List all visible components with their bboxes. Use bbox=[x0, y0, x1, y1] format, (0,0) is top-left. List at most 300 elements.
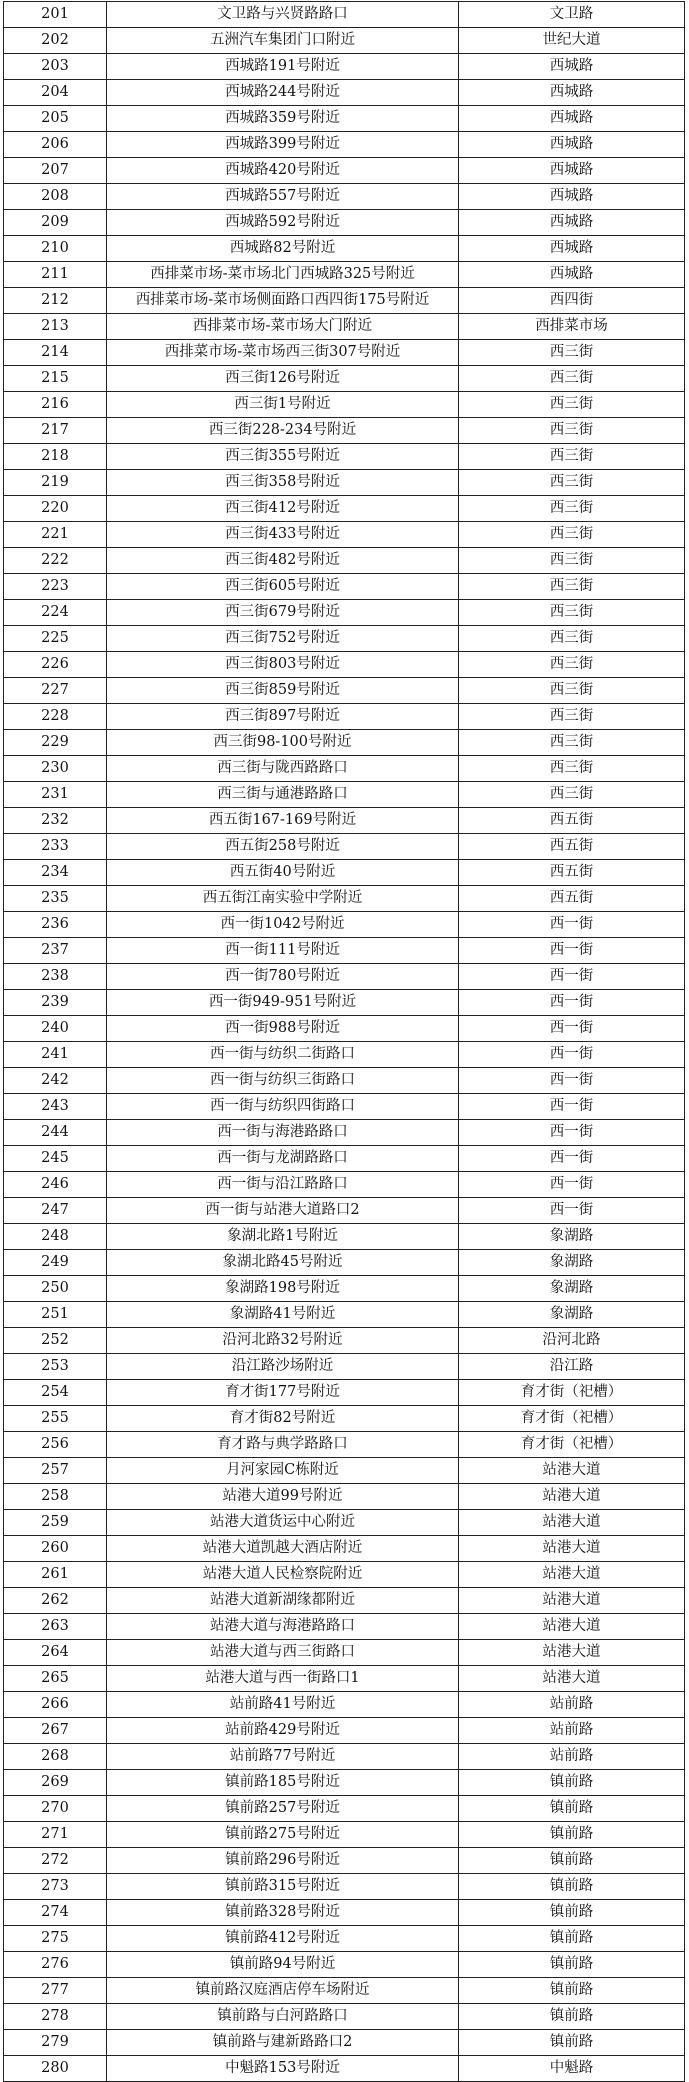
location-cell: 月河家园C栋附近 bbox=[107, 1458, 459, 1484]
road-cell: 西一街 bbox=[459, 1120, 685, 1146]
table-row bbox=[4, 1432, 685, 1458]
location-cell: 西三街1号附近 bbox=[107, 392, 459, 418]
row-number: 208 bbox=[4, 184, 107, 210]
row-number: 241 bbox=[4, 1042, 107, 1068]
location-cell: 镇前路94号附近 bbox=[107, 1952, 459, 1978]
table-row bbox=[4, 444, 685, 470]
road-cell: 西四街 bbox=[459, 288, 685, 314]
location-cell: 西一街与海港路路口 bbox=[107, 1120, 459, 1146]
location-cell: 五洲汽车集团门口附近 bbox=[107, 28, 459, 54]
road-cell: 西一街 bbox=[459, 1042, 685, 1068]
row-number: 262 bbox=[4, 1588, 107, 1614]
table-row bbox=[4, 1588, 685, 1614]
table-row bbox=[4, 1458, 685, 1484]
row-number: 210 bbox=[4, 236, 107, 262]
table-row bbox=[4, 1718, 685, 1744]
table-row bbox=[4, 132, 685, 158]
road-cell: 西排菜市场 bbox=[459, 314, 685, 340]
road-cell: 镇前路 bbox=[459, 1796, 685, 1822]
row-number: 238 bbox=[4, 964, 107, 990]
row-number: 231 bbox=[4, 782, 107, 808]
table-row bbox=[4, 28, 685, 54]
road-cell: 西一街 bbox=[459, 1094, 685, 1120]
table-row bbox=[4, 1094, 685, 1120]
table-row bbox=[4, 1874, 685, 1900]
table-body bbox=[4, 2, 685, 2082]
road-cell: 沿河北路 bbox=[459, 1328, 685, 1354]
location-cell: 育才街177号附近 bbox=[107, 1380, 459, 1406]
row-number: 217 bbox=[4, 418, 107, 444]
road-cell: 站前路 bbox=[459, 1692, 685, 1718]
road-cell: 文卫路 bbox=[459, 2, 685, 28]
location-cell: 西三街355号附近 bbox=[107, 444, 459, 470]
row-number: 247 bbox=[4, 1198, 107, 1224]
row-number: 239 bbox=[4, 990, 107, 1016]
row-number: 218 bbox=[4, 444, 107, 470]
location-cell: 站港大道与西一街路口1 bbox=[107, 1666, 459, 1692]
row-number: 234 bbox=[4, 860, 107, 886]
table-row bbox=[4, 288, 685, 314]
location-cell: 站港大道新湖缘都附近 bbox=[107, 1588, 459, 1614]
table-row bbox=[4, 184, 685, 210]
road-cell: 镇前路 bbox=[459, 1822, 685, 1848]
location-cell: 西三街605号附近 bbox=[107, 574, 459, 600]
road-cell: 育才街（祀槽） bbox=[459, 1432, 685, 1458]
table-row bbox=[4, 1224, 685, 1250]
row-number: 256 bbox=[4, 1432, 107, 1458]
road-cell: 西一街 bbox=[459, 1172, 685, 1198]
table-row bbox=[4, 470, 685, 496]
road-cell: 西三街 bbox=[459, 652, 685, 678]
row-number: 272 bbox=[4, 1848, 107, 1874]
road-cell: 站港大道 bbox=[459, 1640, 685, 1666]
table-row bbox=[4, 912, 685, 938]
table-row bbox=[4, 1770, 685, 1796]
location-cell: 西五街167-169号附近 bbox=[107, 808, 459, 834]
location-cell: 镇前路412号附近 bbox=[107, 1926, 459, 1952]
row-number: 260 bbox=[4, 1536, 107, 1562]
row-number: 225 bbox=[4, 626, 107, 652]
location-cell: 镇前路185号附近 bbox=[107, 1770, 459, 1796]
location-cell: 西五街258号附近 bbox=[107, 834, 459, 860]
table-row bbox=[4, 1926, 685, 1952]
row-number: 273 bbox=[4, 1874, 107, 1900]
row-number: 236 bbox=[4, 912, 107, 938]
road-cell: 西三街 bbox=[459, 782, 685, 808]
location-cell: 育才街82号附近 bbox=[107, 1406, 459, 1432]
table-row bbox=[4, 1510, 685, 1536]
location-cell: 西城路592号附近 bbox=[107, 210, 459, 236]
table-row bbox=[4, 1796, 685, 1822]
location-cell: 育才路与典学路路口 bbox=[107, 1432, 459, 1458]
row-number: 269 bbox=[4, 1770, 107, 1796]
location-cell: 镇前路257号附近 bbox=[107, 1796, 459, 1822]
location-cell: 西城路191号附近 bbox=[107, 54, 459, 80]
row-number: 206 bbox=[4, 132, 107, 158]
road-cell: 象湖路 bbox=[459, 1302, 685, 1328]
location-cell: 西三街482号附近 bbox=[107, 548, 459, 574]
road-cell: 西城路 bbox=[459, 106, 685, 132]
row-number: 220 bbox=[4, 496, 107, 522]
road-cell: 镇前路 bbox=[459, 1952, 685, 1978]
road-cell: 镇前路 bbox=[459, 1770, 685, 1796]
row-number: 274 bbox=[4, 1900, 107, 1926]
table-row bbox=[4, 1614, 685, 1640]
row-number: 258 bbox=[4, 1484, 107, 1510]
location-cell: 象湖路41号附近 bbox=[107, 1302, 459, 1328]
table-row bbox=[4, 782, 685, 808]
road-cell: 西城路 bbox=[459, 80, 685, 106]
road-cell: 镇前路 bbox=[459, 1874, 685, 1900]
row-number: 227 bbox=[4, 678, 107, 704]
location-cell: 西一街与纺织三街路口 bbox=[107, 1068, 459, 1094]
table-row bbox=[4, 1744, 685, 1770]
table-row bbox=[4, 1120, 685, 1146]
table-row bbox=[4, 808, 685, 834]
table-row bbox=[4, 1068, 685, 1094]
location-cell: 站港大道人民检察院附近 bbox=[107, 1562, 459, 1588]
road-cell: 西三街 bbox=[459, 392, 685, 418]
table-row bbox=[4, 1276, 685, 1302]
location-cell: 站前路429号附近 bbox=[107, 1718, 459, 1744]
row-number: 278 bbox=[4, 2004, 107, 2030]
row-number: 254 bbox=[4, 1380, 107, 1406]
row-number: 207 bbox=[4, 158, 107, 184]
location-cell: 西一街780号附近 bbox=[107, 964, 459, 990]
table-row bbox=[4, 1692, 685, 1718]
road-cell: 西一街 bbox=[459, 1068, 685, 1094]
road-cell: 西一街 bbox=[459, 1198, 685, 1224]
road-cell: 西三街 bbox=[459, 756, 685, 782]
road-cell: 西三街 bbox=[459, 522, 685, 548]
table-row bbox=[4, 418, 685, 444]
row-number: 232 bbox=[4, 808, 107, 834]
row-number: 276 bbox=[4, 1952, 107, 1978]
location-cell: 西三街679号附近 bbox=[107, 600, 459, 626]
location-cell: 镇前路328号附近 bbox=[107, 1900, 459, 1926]
row-number: 259 bbox=[4, 1510, 107, 1536]
road-cell: 象湖路 bbox=[459, 1276, 685, 1302]
location-cell: 站港大道99号附近 bbox=[107, 1484, 459, 1510]
road-cell: 站前路 bbox=[459, 1744, 685, 1770]
row-number: 212 bbox=[4, 288, 107, 314]
location-cell: 西三街126号附近 bbox=[107, 366, 459, 392]
road-cell: 镇前路 bbox=[459, 1848, 685, 1874]
location-cell: 西三街358号附近 bbox=[107, 470, 459, 496]
row-number: 253 bbox=[4, 1354, 107, 1380]
location-cell: 沿河北路32号附近 bbox=[107, 1328, 459, 1354]
location-table bbox=[3, 1, 685, 2082]
row-number: 219 bbox=[4, 470, 107, 496]
location-cell: 西一街988号附近 bbox=[107, 1016, 459, 1042]
table-row bbox=[4, 938, 685, 964]
road-cell: 镇前路 bbox=[459, 2004, 685, 2030]
table-row bbox=[4, 366, 685, 392]
road-cell: 西城路 bbox=[459, 262, 685, 288]
table-row bbox=[4, 964, 685, 990]
row-number: 252 bbox=[4, 1328, 107, 1354]
road-cell: 育才街（祀槽） bbox=[459, 1406, 685, 1432]
location-cell: 西一街与站港大道路口2 bbox=[107, 1198, 459, 1224]
location-cell: 站港大道与西三街路口 bbox=[107, 1640, 459, 1666]
road-cell: 西三街 bbox=[459, 340, 685, 366]
location-cell: 镇前路与白河路路口 bbox=[107, 2004, 459, 2030]
location-cell: 西一街与龙湖路路口 bbox=[107, 1146, 459, 1172]
table-row bbox=[4, 2004, 685, 2030]
location-cell: 西三街897号附近 bbox=[107, 704, 459, 730]
row-number: 224 bbox=[4, 600, 107, 626]
table-row bbox=[4, 1406, 685, 1432]
table-row bbox=[4, 626, 685, 652]
table-row bbox=[4, 1146, 685, 1172]
table-row bbox=[4, 860, 685, 886]
road-cell: 西城路 bbox=[459, 132, 685, 158]
location-cell: 西一街1042号附近 bbox=[107, 912, 459, 938]
location-cell: 象湖北路1号附近 bbox=[107, 1224, 459, 1250]
location-cell: 西排菜市场-菜市场侧面路口西四街175号附近 bbox=[107, 288, 459, 314]
row-number: 204 bbox=[4, 80, 107, 106]
row-number: 250 bbox=[4, 1276, 107, 1302]
location-cell: 镇前路与建新路路口2 bbox=[107, 2030, 459, 2056]
table-row bbox=[4, 1016, 685, 1042]
row-number: 277 bbox=[4, 1978, 107, 2004]
road-cell: 西一街 bbox=[459, 1146, 685, 1172]
road-cell: 西三街 bbox=[459, 444, 685, 470]
location-cell: 镇前路汉庭酒店停车场附近 bbox=[107, 1978, 459, 2004]
table-row bbox=[4, 1952, 685, 1978]
location-cell: 西三街859号附近 bbox=[107, 678, 459, 704]
row-number: 255 bbox=[4, 1406, 107, 1432]
table-row bbox=[4, 834, 685, 860]
row-number: 263 bbox=[4, 1614, 107, 1640]
road-cell: 镇前路 bbox=[459, 1900, 685, 1926]
location-cell: 西城路244号附近 bbox=[107, 80, 459, 106]
table-row bbox=[4, 1640, 685, 1666]
road-cell: 西一街 bbox=[459, 912, 685, 938]
road-cell: 站港大道 bbox=[459, 1588, 685, 1614]
location-cell: 站前路41号附近 bbox=[107, 1692, 459, 1718]
table-row bbox=[4, 2056, 685, 2082]
location-cell: 西三街433号附近 bbox=[107, 522, 459, 548]
road-cell: 站港大道 bbox=[459, 1562, 685, 1588]
road-cell: 站港大道 bbox=[459, 1536, 685, 1562]
table-row bbox=[4, 1198, 685, 1224]
road-cell: 沿江路 bbox=[459, 1354, 685, 1380]
table-row bbox=[4, 1562, 685, 1588]
row-number: 248 bbox=[4, 1224, 107, 1250]
road-cell: 西三街 bbox=[459, 418, 685, 444]
row-number: 230 bbox=[4, 756, 107, 782]
road-cell: 西一街 bbox=[459, 964, 685, 990]
road-cell: 世纪大道 bbox=[459, 28, 685, 54]
location-cell: 站港大道与海港路路口 bbox=[107, 1614, 459, 1640]
road-cell: 象湖路 bbox=[459, 1224, 685, 1250]
row-number: 261 bbox=[4, 1562, 107, 1588]
road-cell: 西三街 bbox=[459, 600, 685, 626]
road-cell: 西三街 bbox=[459, 574, 685, 600]
location-cell: 西一街与纺织四街路口 bbox=[107, 1094, 459, 1120]
row-number: 245 bbox=[4, 1146, 107, 1172]
road-cell: 育才街（祀槽） bbox=[459, 1380, 685, 1406]
row-number: 209 bbox=[4, 210, 107, 236]
table-row bbox=[4, 1354, 685, 1380]
row-number: 233 bbox=[4, 834, 107, 860]
row-number: 215 bbox=[4, 366, 107, 392]
table-row bbox=[4, 496, 685, 522]
road-cell: 西五街 bbox=[459, 808, 685, 834]
location-cell: 西一街111号附近 bbox=[107, 938, 459, 964]
location-cell: 中魁路153号附近 bbox=[107, 2056, 459, 2082]
location-cell: 镇前路275号附近 bbox=[107, 1822, 459, 1848]
location-cell: 西三街752号附近 bbox=[107, 626, 459, 652]
table-row bbox=[4, 158, 685, 184]
location-cell: 西一街与纺织二街路口 bbox=[107, 1042, 459, 1068]
road-cell: 西一街 bbox=[459, 938, 685, 964]
location-cell: 西三街98-100号附近 bbox=[107, 730, 459, 756]
location-cell: 镇前路315号附近 bbox=[107, 1874, 459, 1900]
road-cell: 站港大道 bbox=[459, 1484, 685, 1510]
road-cell: 中魁路 bbox=[459, 2056, 685, 2082]
table-row bbox=[4, 574, 685, 600]
location-cell: 西排菜市场-菜市场北门西城路325号附近 bbox=[107, 262, 459, 288]
location-cell: 西五街江南实验中学附近 bbox=[107, 886, 459, 912]
row-number: 216 bbox=[4, 392, 107, 418]
location-cell: 西一街与沿江路路口 bbox=[107, 1172, 459, 1198]
row-number: 270 bbox=[4, 1796, 107, 1822]
location-cell: 西城路82号附近 bbox=[107, 236, 459, 262]
row-number: 271 bbox=[4, 1822, 107, 1848]
table-row bbox=[4, 1328, 685, 1354]
row-number: 226 bbox=[4, 652, 107, 678]
table-row bbox=[4, 2030, 685, 2056]
row-number: 229 bbox=[4, 730, 107, 756]
road-cell: 镇前路 bbox=[459, 1978, 685, 2004]
location-cell: 西三街与通港路路口 bbox=[107, 782, 459, 808]
road-cell: 西城路 bbox=[459, 54, 685, 80]
row-number: 222 bbox=[4, 548, 107, 574]
row-number: 228 bbox=[4, 704, 107, 730]
road-cell: 象湖路 bbox=[459, 1250, 685, 1276]
location-cell: 西五街40号附近 bbox=[107, 860, 459, 886]
road-cell: 西三街 bbox=[459, 704, 685, 730]
row-number: 214 bbox=[4, 340, 107, 366]
row-number: 211 bbox=[4, 262, 107, 288]
table-row bbox=[4, 678, 685, 704]
location-cell: 西城路420号附近 bbox=[107, 158, 459, 184]
location-cell: 站港大道凯越大酒店附近 bbox=[107, 1536, 459, 1562]
road-cell: 西城路 bbox=[459, 236, 685, 262]
road-cell: 西五街 bbox=[459, 834, 685, 860]
table-row bbox=[4, 1484, 685, 1510]
table-row bbox=[4, 314, 685, 340]
road-cell: 西三街 bbox=[459, 730, 685, 756]
row-number: 264 bbox=[4, 1640, 107, 1666]
location-cell: 西城路359号附近 bbox=[107, 106, 459, 132]
table-row bbox=[4, 2, 685, 28]
location-cell: 西排菜市场-菜市场大门附近 bbox=[107, 314, 459, 340]
road-cell: 西三街 bbox=[459, 678, 685, 704]
table-row bbox=[4, 600, 685, 626]
table-row bbox=[4, 1822, 685, 1848]
road-cell: 西三街 bbox=[459, 626, 685, 652]
row-number: 221 bbox=[4, 522, 107, 548]
table-row bbox=[4, 1250, 685, 1276]
row-number: 223 bbox=[4, 574, 107, 600]
row-number: 213 bbox=[4, 314, 107, 340]
road-cell: 站港大道 bbox=[459, 1666, 685, 1692]
table-row bbox=[4, 1536, 685, 1562]
table-row bbox=[4, 1042, 685, 1068]
row-number: 257 bbox=[4, 1458, 107, 1484]
location-cell: 站前路77号附近 bbox=[107, 1744, 459, 1770]
row-number: 249 bbox=[4, 1250, 107, 1276]
road-cell: 站港大道 bbox=[459, 1614, 685, 1640]
road-cell: 西三街 bbox=[459, 470, 685, 496]
location-cell: 象湖北路45号附近 bbox=[107, 1250, 459, 1276]
table-row bbox=[4, 1380, 685, 1406]
table-row bbox=[4, 1900, 685, 1926]
table-row bbox=[4, 392, 685, 418]
row-number: 244 bbox=[4, 1120, 107, 1146]
location-cell: 镇前路296号附近 bbox=[107, 1848, 459, 1874]
row-number: 251 bbox=[4, 1302, 107, 1328]
row-number: 266 bbox=[4, 1692, 107, 1718]
row-number: 279 bbox=[4, 2030, 107, 2056]
table-row bbox=[4, 756, 685, 782]
table-row bbox=[4, 106, 685, 132]
row-number: 267 bbox=[4, 1718, 107, 1744]
location-cell: 西排菜市场-菜市场西三街307号附近 bbox=[107, 340, 459, 366]
location-cell: 西三街412号附近 bbox=[107, 496, 459, 522]
road-cell: 西城路 bbox=[459, 158, 685, 184]
row-number: 268 bbox=[4, 1744, 107, 1770]
road-cell: 西三街 bbox=[459, 548, 685, 574]
location-cell: 站港大道货运中心附近 bbox=[107, 1510, 459, 1536]
location-cell: 西一街949-951号附近 bbox=[107, 990, 459, 1016]
road-cell: 西五街 bbox=[459, 886, 685, 912]
location-cell: 西三街与陇西路路口 bbox=[107, 756, 459, 782]
table-row bbox=[4, 1172, 685, 1198]
row-number: 202 bbox=[4, 28, 107, 54]
location-cell: 西三街228-234号附近 bbox=[107, 418, 459, 444]
table-row bbox=[4, 990, 685, 1016]
table-row bbox=[4, 1666, 685, 1692]
row-number: 265 bbox=[4, 1666, 107, 1692]
location-cell: 西三街803号附近 bbox=[107, 652, 459, 678]
road-cell: 西城路 bbox=[459, 210, 685, 236]
table-row bbox=[4, 54, 685, 80]
table-row bbox=[4, 262, 685, 288]
row-number: 201 bbox=[4, 2, 107, 28]
road-cell: 西三街 bbox=[459, 366, 685, 392]
row-number: 243 bbox=[4, 1094, 107, 1120]
road-cell: 站港大道 bbox=[459, 1458, 685, 1484]
road-cell: 西五街 bbox=[459, 860, 685, 886]
location-cell: 文卫路与兴贤路路口 bbox=[107, 2, 459, 28]
road-cell: 西三街 bbox=[459, 496, 685, 522]
row-number: 237 bbox=[4, 938, 107, 964]
road-cell: 站前路 bbox=[459, 1718, 685, 1744]
table-row bbox=[4, 340, 685, 366]
table-row bbox=[4, 80, 685, 106]
road-cell: 镇前路 bbox=[459, 2030, 685, 2056]
road-cell: 西一街 bbox=[459, 990, 685, 1016]
table-row bbox=[4, 236, 685, 262]
table-row bbox=[4, 704, 685, 730]
table-row bbox=[4, 1848, 685, 1874]
row-number: 240 bbox=[4, 1016, 107, 1042]
location-cell: 西城路399号附近 bbox=[107, 132, 459, 158]
